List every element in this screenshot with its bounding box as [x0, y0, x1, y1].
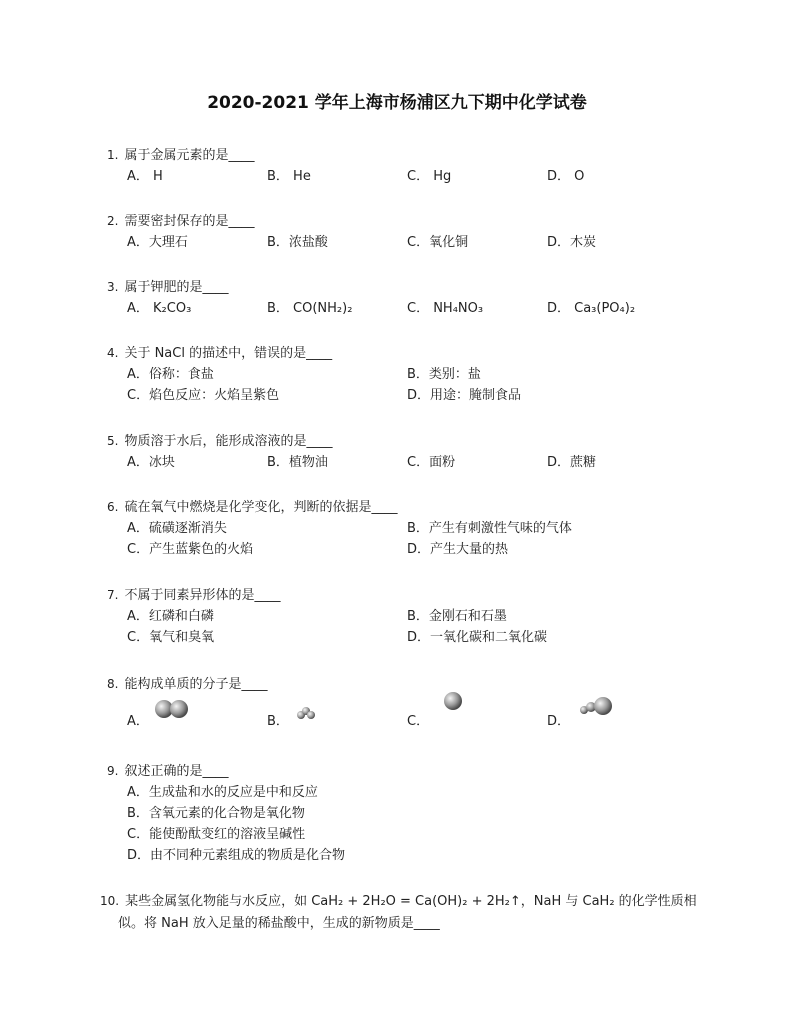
- single-atom-icon: [441, 689, 465, 713]
- question-stem: 能构成单质的分子是____: [124, 677, 268, 692]
- question-number: 3.: [107, 280, 119, 294]
- options-row: [107, 695, 707, 735]
- option-a: A．硫磺逐渐消失: [127, 521, 227, 536]
- option-d: D．产生大量的热: [407, 542, 509, 557]
- options-row: [107, 298, 707, 319]
- option-b: B． He: [267, 169, 311, 184]
- question-10: [100, 890, 710, 935]
- option-a: A． H: [127, 169, 163, 184]
- option-d: D． Ca₃(PO₄)₂: [547, 301, 636, 316]
- options-grid: [107, 518, 707, 560]
- option-b: B．浓盐酸: [267, 235, 328, 250]
- question-stem-line-2: 似。将 NaH 放入足量的稀盐酸中，生成的新物质是____: [118, 916, 440, 931]
- diatomic-molecule-icon: [153, 697, 193, 721]
- option-a-label: A．: [127, 714, 149, 729]
- question-4: [107, 343, 707, 406]
- option-c: C．氧化铜: [407, 235, 469, 250]
- question-stem-line-1: 某些金属氢化物能与水反应，如 CaH₂ + 2H₂O = Ca(OH)₂ + 2H₂↑，NaH 与 CaH₂ 的化学性质相: [125, 894, 697, 909]
- option-d: [547, 711, 570, 732]
- question-stem: 属于金属元素的是____: [124, 148, 255, 163]
- question-number: 6.: [107, 500, 119, 514]
- option-a: A．冰块: [127, 455, 175, 470]
- question-7: [107, 585, 707, 648]
- option-d: D．蔗糖: [547, 455, 597, 470]
- option-a: A． K₂CO₃: [127, 301, 192, 316]
- option-d: D．一氧化碳和二氧化碳: [407, 630, 548, 645]
- option-a: A．红磷和白磷: [127, 609, 214, 624]
- question-1: [107, 145, 707, 187]
- option-b: B．植物油: [267, 455, 328, 470]
- options-list: [107, 782, 345, 866]
- option-c-label: C．: [407, 714, 430, 729]
- question-number: 8.: [107, 677, 119, 691]
- option-a: A．大理石: [127, 235, 188, 250]
- question-number: 4.: [107, 346, 119, 360]
- question-stem: 属于钾肥的是____: [124, 280, 229, 295]
- question-number: 2.: [107, 214, 119, 228]
- option-b: B．产生有刺激性气味的气体: [407, 521, 572, 536]
- option-c: C．氧气和臭氧: [127, 630, 215, 645]
- option-c: C． Hg: [407, 169, 452, 184]
- option-d-label: D．: [547, 714, 571, 729]
- question-3: [107, 277, 707, 319]
- option-d: D．用途：腌制食品: [407, 388, 522, 403]
- compound-molecule-icon: [579, 695, 615, 719]
- question-number: 9.: [107, 764, 119, 778]
- question-number: 10.: [100, 894, 120, 908]
- option-c: C．产生蓝紫色的火焰: [127, 542, 254, 557]
- option-b-label: B．: [267, 714, 289, 729]
- question-number: 1.: [107, 148, 119, 162]
- question-stem: 关于 NaCl 的描述中，错误的是____: [124, 346, 333, 361]
- option-b: B．类别：盐: [407, 367, 481, 382]
- options-grid: [107, 364, 707, 406]
- option-c: C．焰色反应：火焰呈紫色: [127, 388, 280, 403]
- option-a: A．俗称：食盐: [127, 367, 214, 382]
- option-b: B．含氧元素的化合物是氧化物: [127, 806, 305, 821]
- question-stem: 物质溶于水后，能形成溶液的是____: [124, 434, 333, 449]
- question-8: [107, 674, 707, 735]
- question-number: 7.: [107, 588, 119, 602]
- option-b: B．金刚石和石墨: [407, 609, 507, 624]
- question-stem: 叙述正确的是____: [124, 764, 229, 779]
- option-c: C．面粉: [407, 455, 456, 470]
- option-b: [267, 711, 289, 732]
- options-row: [107, 232, 707, 253]
- options-row: [107, 452, 707, 473]
- question-9: [107, 761, 345, 866]
- options-grid: [107, 606, 707, 648]
- option-c: [407, 711, 429, 732]
- option-c: C． NH₄NO₃: [407, 301, 484, 316]
- option-a: A．生成盐和水的反应是中和反应: [127, 785, 318, 800]
- question-2: [107, 211, 707, 253]
- question-stem: 不属于同素异形体的是____: [124, 588, 281, 603]
- triatomic-molecule-icon: [295, 705, 321, 721]
- option-d: D．木炭: [547, 235, 597, 250]
- question-5: [107, 431, 707, 473]
- option-d: D．由不同种元素组成的物质是化合物: [127, 848, 346, 863]
- question-stem: 硫在氧气中燃烧是化学变化，判断的依据是____: [124, 500, 398, 515]
- page-title: 2020-2021 学年上海市杨浦区九下期中化学试卷: [207, 93, 587, 113]
- option-c: C．能使酚酞变红的溶液呈碱性: [127, 827, 306, 842]
- options-row: [107, 166, 707, 187]
- option-b: B． CO(NH₂)₂: [267, 301, 353, 316]
- option-a: [127, 711, 149, 732]
- question-stem: 需要密封保存的是____: [124, 214, 255, 229]
- option-d: D． O: [547, 169, 585, 184]
- question-number: 5.: [107, 434, 119, 448]
- question-6: [107, 497, 707, 560]
